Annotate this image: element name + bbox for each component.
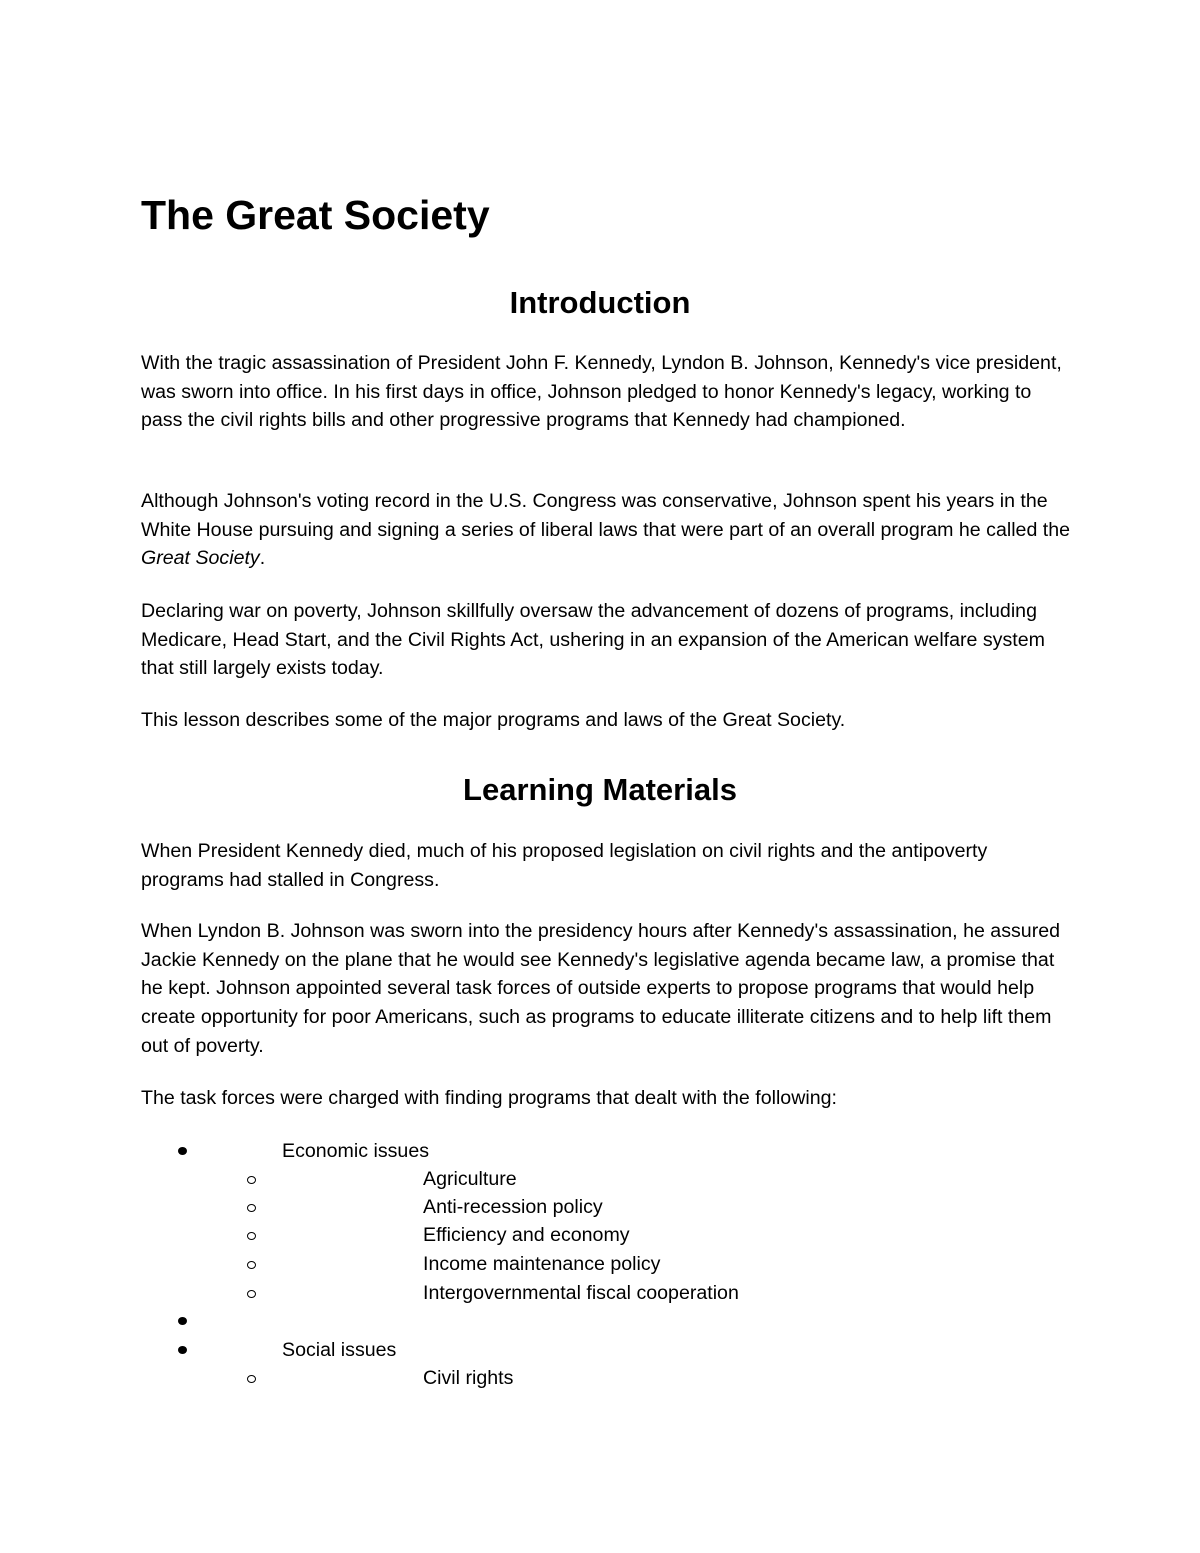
learning-paragraph-1: When President Kennedy died, much of his proposed legislation on civil rights and the antipoverty programs had stalled in Congress. (141, 840, 988, 891)
list-item (0, 1137, 1200, 1165)
bullet-circle-icon (247, 1261, 256, 1269)
list-item (0, 1250, 1200, 1278)
list-item (0, 1279, 1200, 1307)
economic-item-efficiency: Efficiency and economy (423, 1224, 630, 1246)
economic-item-intergovernmental: Intergovernmental fiscal cooperation (423, 1282, 739, 1304)
intro-paragraph-2 (141, 487, 1071, 573)
intro-paragraph-1: With the tragic assassination of President John F. Kennedy, Lyndon B. Johnson, Kennedy's vice president, was sworn into office. In his first days in office, Johnson pledged to honor Kennedy's legacy, working to pass the civil rights bills and other progressive programs that Kennedy had championed. (141, 352, 1062, 432)
bullet-circle-icon (247, 1232, 256, 1240)
list-item (0, 1364, 1200, 1392)
list-item (0, 1221, 1200, 1249)
social-issues-label: Social issues (282, 1339, 397, 1361)
social-item-civil-rights: Civil rights (423, 1367, 514, 1389)
bullet-circle-icon (247, 1204, 256, 1212)
economic-item-agriculture: Agriculture (423, 1168, 517, 1190)
list-item (0, 1336, 1200, 1364)
bullet-circle-icon (247, 1290, 256, 1298)
intro-paragraph-3: Declaring war on poverty, Johnson skillfully oversaw the advancement of dozens of programs, including Medicare, Head Start, and the Civil Rights Act, ushering in an expansion of the American welfare system that still largely exists today. (141, 600, 1045, 680)
list-item-empty (0, 1307, 1200, 1335)
learning-paragraph-2: When Lyndon B. Johnson was sworn into the presidency hours after Kennedy's assassination, he assured Jackie Kennedy on the plane that he would see Kennedy's legislative agenda became law, a promise that he kept. Johnson appointed several task forces of outside experts to propose programs that would help create opportunity for poor Americans, such as programs to educate illiterate citizens and to help lift them out of poverty. (141, 920, 1061, 1057)
bullet-circle-icon (247, 1176, 256, 1184)
intro-paragraph-2-text: Although Johnson's voting record in the U.S. Congress was conservative, Johnson spent his years in the White House pursuing and signing a series of liberal laws that were part of an overall program he called the (141, 490, 1071, 541)
great-society-emphasis: Great Society (141, 547, 260, 570)
intro-paragraph-2-end: . (259, 547, 266, 570)
document-title: The Great Society (141, 192, 490, 238)
learning-materials-heading: Learning Materials (463, 772, 737, 807)
introduction-heading: Introduction (509, 285, 691, 320)
bullet-disc-icon (178, 1317, 187, 1325)
economic-item-anti-recession: Anti-recession policy (423, 1196, 603, 1218)
economic-item-income: Income maintenance policy (423, 1253, 661, 1275)
economic-issues-label: Economic issues (282, 1140, 430, 1162)
bullet-disc-icon (178, 1346, 187, 1354)
learning-paragraph-3: The task forces were charged with finding programs that dealt with the following: (141, 1087, 837, 1109)
list-item (0, 1165, 1200, 1193)
bullet-disc-icon (178, 1147, 187, 1155)
bullet-circle-icon (247, 1375, 256, 1383)
intro-paragraph-4: This lesson describes some of the major programs and laws of the Great Society. (141, 709, 846, 731)
list-item (0, 1193, 1200, 1221)
